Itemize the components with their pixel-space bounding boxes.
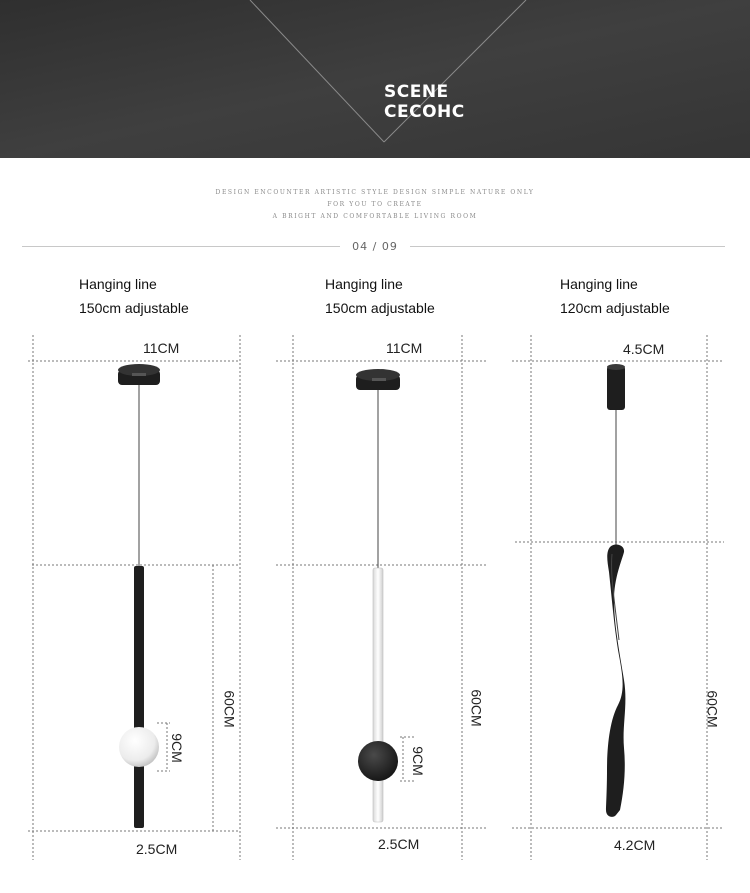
product-1-caption-line-2: 150cm adjustable — [79, 300, 189, 316]
brand-line-1: SCENE — [384, 82, 449, 102]
product-1-diameter-label: 2.5CM — [136, 841, 178, 857]
product-1-diagram — [28, 335, 240, 860]
product-2-caption-line-1: Hanging line — [325, 276, 403, 292]
tagline-line-1: DESIGN ENCOUNTER ARTISTIC STYLE DESIGN SIMPLE NATURE ONLY — [215, 189, 535, 196]
product-2-caption-line-2: 150cm adjustable — [325, 300, 435, 316]
product-3-lamp — [606, 364, 625, 817]
product-3-caption-line-2: 120cm adjustable — [560, 300, 670, 316]
product-3-height-label: 60CM — [704, 690, 721, 728]
product-3-diagram — [512, 335, 724, 860]
product-2-diameter-label: 2.5CM — [378, 836, 420, 852]
brand-line-2: CECOHC — [384, 102, 465, 122]
product-1-height-label: 60CM — [221, 690, 238, 728]
page-indicator: 04 / 09 — [340, 240, 410, 253]
tagline-line-3: A BRIGHT AND COMFORTABLE LIVING ROOM — [272, 213, 478, 220]
product-3-caption-line-1: Hanging line — [560, 276, 638, 292]
product-1-width-label: 11CM — [143, 340, 180, 356]
product-2-width-label: 11CM — [386, 340, 423, 356]
product-2-globe-label: 9CM — [409, 746, 426, 776]
product-3-width-label: 4.5CM — [623, 341, 665, 357]
product-2-lamp — [356, 369, 400, 822]
product-1-caption-line-1: Hanging line — [79, 276, 157, 292]
product-1-lamp — [118, 364, 160, 828]
product-2-height-label: 60CM — [468, 689, 485, 727]
product-3-diameter-label: 4.2CM — [614, 837, 656, 853]
product-1-globe-label: 9CM — [168, 733, 185, 763]
tagline-line-2: FOR YOU TO CREATE — [327, 201, 423, 208]
product-2-diagram — [276, 335, 488, 860]
